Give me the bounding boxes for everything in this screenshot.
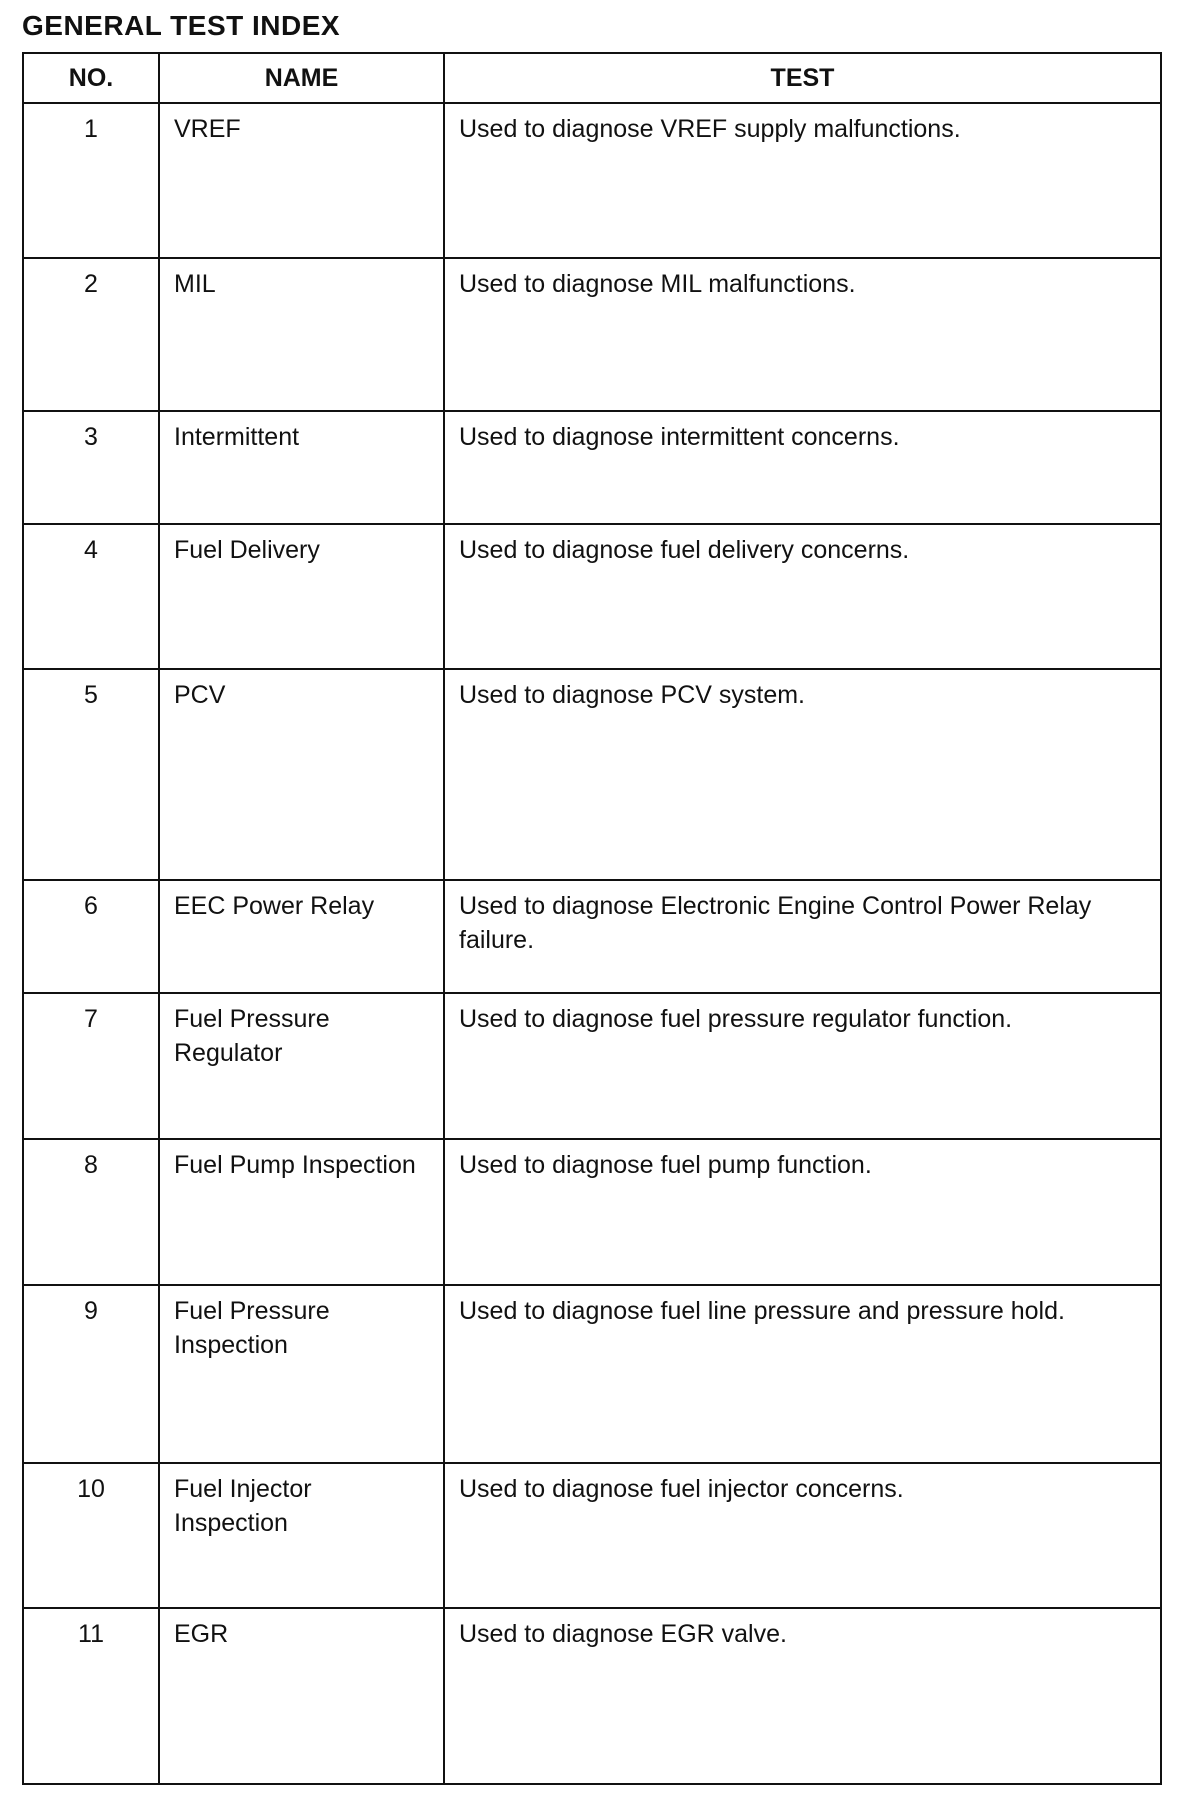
row-name: VREF	[159, 103, 444, 258]
table-row	[23, 1139, 1161, 1285]
table-row	[23, 411, 1161, 524]
general-test-index-table	[22, 52, 1162, 1785]
row-number: 11	[23, 1608, 159, 1784]
row-number: 2	[23, 258, 159, 411]
row-name: EGR	[159, 1608, 444, 1784]
row-number: 4	[23, 524, 159, 669]
row-number: 5	[23, 669, 159, 880]
row-name: EEC Power Relay	[159, 880, 444, 993]
row-test: Used to diagnose fuel delivery concerns.	[444, 524, 1161, 669]
row-name: PCV	[159, 669, 444, 880]
table-row	[23, 993, 1161, 1139]
table-row	[23, 103, 1161, 258]
row-number: 6	[23, 880, 159, 993]
row-test: Used to diagnose intermittent concerns.	[444, 411, 1161, 524]
row-test: Used to diagnose MIL malfunctions.	[444, 258, 1161, 411]
column-header-name: NAME	[159, 53, 444, 103]
row-test: Used to diagnose Electronic Engine Control Power Relay failure.	[444, 880, 1161, 993]
row-test: Used to diagnose fuel pump function.	[444, 1139, 1161, 1285]
row-name: Intermittent	[159, 411, 444, 524]
column-header-no: NO.	[23, 53, 159, 103]
row-number: 9	[23, 1285, 159, 1463]
row-number: 3	[23, 411, 159, 524]
column-header-test: TEST	[444, 53, 1161, 103]
row-number: 1	[23, 103, 159, 258]
row-number: 10	[23, 1463, 159, 1608]
row-number: 8	[23, 1139, 159, 1285]
table-row	[23, 669, 1161, 880]
row-test: Used to diagnose PCV system.	[444, 669, 1161, 880]
row-name: MIL	[159, 258, 444, 411]
row-name: Fuel Pump Inspection	[159, 1139, 444, 1285]
row-test: Used to diagnose fuel injector concerns.	[444, 1463, 1161, 1608]
row-test: Used to diagnose fuel line pressure and pressure hold.	[444, 1285, 1161, 1463]
table-row	[23, 258, 1161, 411]
table-header-row	[23, 53, 1161, 103]
page-title: GENERAL TEST INDEX	[22, 10, 341, 41]
row-test: Used to diagnose fuel pressure regulator function.	[444, 993, 1161, 1139]
row-name: Fuel Pressure Inspection	[159, 1285, 444, 1463]
row-test: Used to diagnose EGR valve.	[444, 1608, 1161, 1784]
row-name: Fuel Delivery	[159, 524, 444, 669]
table-row	[23, 880, 1161, 993]
row-test: Used to diagnose VREF supply malfunctions.	[444, 103, 1161, 258]
table-row	[23, 1285, 1161, 1463]
table-row	[23, 1463, 1161, 1608]
row-name: Fuel Pressure Regulator	[159, 993, 444, 1139]
row-name: Fuel Injector Inspection	[159, 1463, 444, 1608]
table-row	[23, 524, 1161, 669]
table-row	[23, 1608, 1161, 1784]
row-number: 7	[23, 993, 159, 1139]
